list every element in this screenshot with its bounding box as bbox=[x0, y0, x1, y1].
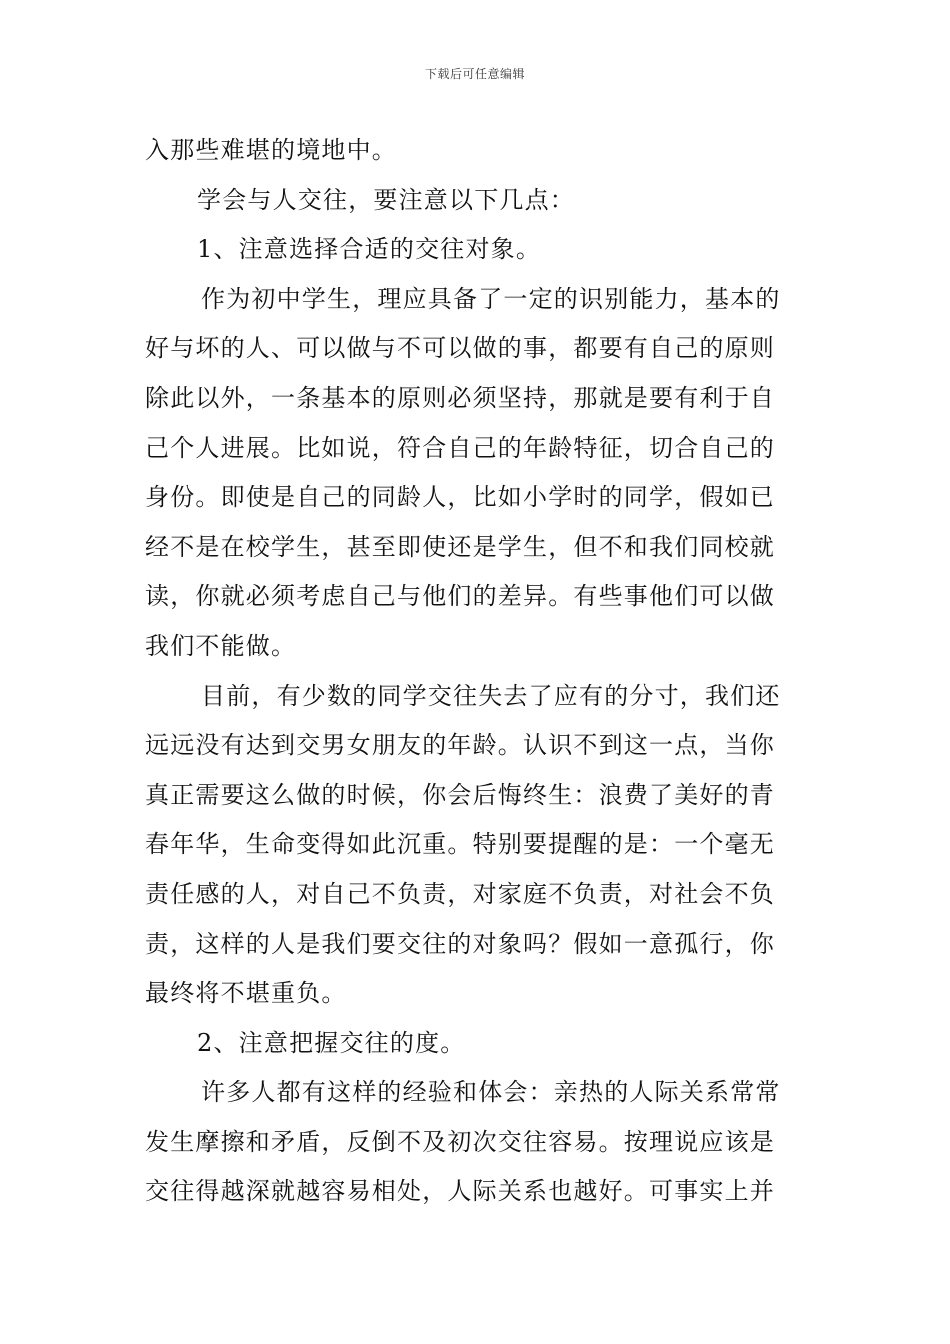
paragraph-line: 作为初中学生，理应具备了一定的识别能力，基本的 bbox=[201, 284, 781, 313]
text-line: 身份。即使是自己的同龄人，比如小学时的同学，假如已 bbox=[145, 483, 775, 512]
text-line: 发生摩擦和矛盾，反倒不及初次交往容易。按理说应该是 bbox=[145, 1127, 775, 1156]
paragraph-line: 目前，有少数的同学交往失去了应有的分寸，我们还 bbox=[201, 681, 781, 710]
text-line: 责，这样的人是我们要交往的对象吗？假如一意孤行，你 bbox=[145, 929, 775, 958]
text-line: 读，你就必须考虑自己与他们的差异。有些事他们可以做 bbox=[145, 582, 775, 611]
text-line: 经不是在校学生，甚至即使还是学生，但不和我们同校就 bbox=[145, 532, 775, 561]
text-line: 我们不能做。 bbox=[145, 631, 297, 660]
text-line: 交往得越深就越容易相处，人际关系也越好。可事实上并 bbox=[145, 1177, 775, 1206]
text-line: 最终将不堪重负。 bbox=[145, 979, 347, 1008]
document-body bbox=[145, 126, 810, 1217]
text-line: 除此以外，一条基本的原则必须坚持，那就是要有利于自 bbox=[145, 383, 775, 412]
paragraph-line-intro: 学会与人交往，要注意以下几点： bbox=[197, 185, 575, 214]
paragraph-line: 许多人都有这样的经验和体会：亲热的人际关系常常 bbox=[201, 1078, 781, 1107]
text-line: 入那些难堪的境地中。 bbox=[145, 136, 397, 164]
text-line: 春年华，生命变得如此沉重。特别要提醒的是：一个毫无 bbox=[145, 830, 775, 859]
page-header: 下载后可任意编辑 bbox=[424, 67, 525, 81]
text-line: 己个人进展。比如说，符合自己的年龄特征，切合自己的 bbox=[145, 433, 775, 462]
text-line: 远远没有达到交男女朋友的年龄。认识不到这一点，当你 bbox=[145, 731, 775, 760]
section-heading-1: 1、注意选择合适的交往对象。 bbox=[197, 235, 542, 264]
text-line: 真正需要这么做的时候，你会后悔终生：浪费了美好的青 bbox=[145, 780, 775, 809]
section-heading-2: 2、注意把握交往的度。 bbox=[197, 1028, 466, 1057]
text-line: 好与坏的人、可以做与不可以做的事，都要有自己的原则 bbox=[145, 334, 775, 363]
text-line: 责任感的人，对自己不负责，对家庭不负责，对社会不负 bbox=[145, 879, 775, 908]
